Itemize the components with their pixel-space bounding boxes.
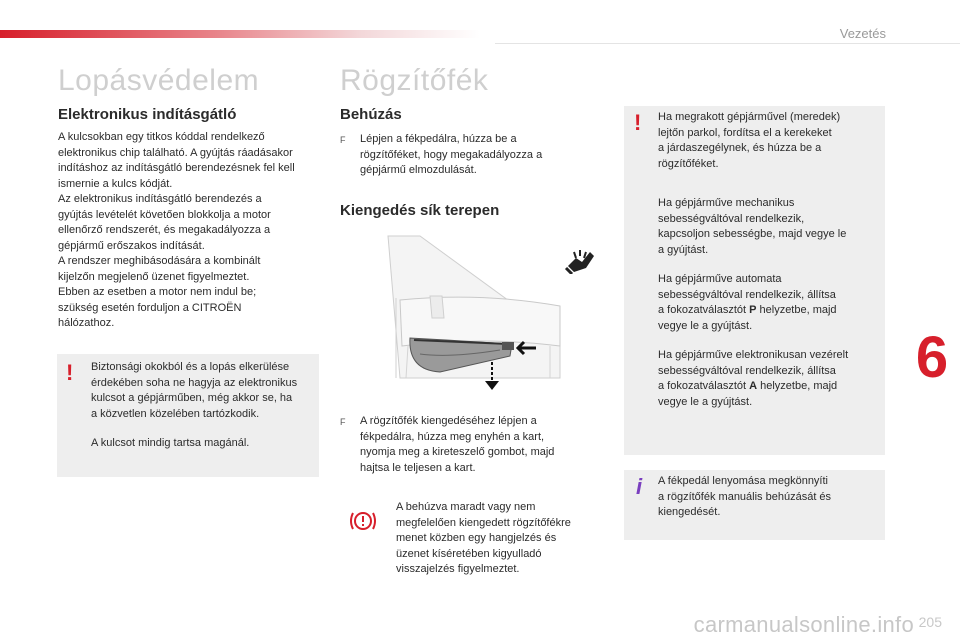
header-divider [495, 43, 960, 44]
kiengedes-instruction [340, 414, 602, 476]
rogzitofek-title: Rögzítőfék [340, 64, 489, 97]
theft-warning-p1: Biztonsági okokból és a lopás elkerülése érdekében soha ne hagyja az elektronikus kulcsot a gépjárműben, még akkor se, ha a közvetlen közelében tartózkodik. [91, 361, 298, 420]
theft-warning-text [91, 360, 319, 452]
brake-alert-paragraph: A behúzva maradt vagy nem megfelelően kiengedett rögzítőfékre menet közben egy hangjelzés és üzenet kíséretében kigyulladó visszajelzés figyelmeztet. [396, 501, 571, 575]
parking-warning-p2: Ha gépjárműve mechanikus sebességváltóval rendelkezik, kapcsoljon sebességbe, majd vegye le a gyújtást. [658, 197, 847, 256]
warning-icon: ! [634, 110, 642, 135]
parking-warning-p4 [658, 348, 882, 410]
kiengedes-subtitle: Kiengedés sík terepen [340, 202, 500, 219]
parking-warning-p1: Ha megrakott gépjárművel (meredek) lejtőn parkol, fordítsa el a kerekeket a járdaszegélynek, és húzza be a rögzítőféket. [658, 111, 841, 170]
parking-warning-box [624, 106, 885, 455]
theft-warning-box [57, 354, 319, 477]
info-paragraph: A fékpedál lenyomása megkönnyíti a rögzítőfék manuális behúzását és kiengedését. [658, 475, 832, 518]
info-icon: i [636, 474, 643, 499]
p3-gear-p: P [749, 304, 757, 316]
parking-warning-text [658, 110, 882, 410]
p3-part-c: helyzetbe, majd vegye le a gyújtást. [658, 304, 837, 332]
watermark-text: carmanualsonline.info [693, 612, 914, 637]
behuzas-text: Lépjen a fékpedálra, húzza be a rögzítőféket, hogy megakadályozza a gépjármű elmozdulását. [360, 133, 543, 176]
kiengedes-text: A rögzítőfék kiengedéséhez lépjen a fékpedálra, húzza meg enyhén a kart, nyomja meg a kireteszelő gombot, majd hajtsa le teljesen a kart. [360, 415, 555, 474]
page-number: 205 [918, 614, 942, 630]
behuzas-instruction [340, 132, 600, 179]
top-accent-bar [0, 30, 480, 38]
p4-part-a: Ha gépjárműve elektronikusan vezérelt sebességváltóval rendelkezik, állítsa a fokozatválasztót [658, 349, 849, 392]
chapter-number: 6 [904, 314, 960, 400]
indithatgatlo-body [58, 130, 326, 332]
hand-icon [564, 244, 598, 274]
indithatgatlo-subtitle: Elektronikus indításgátló [58, 106, 237, 123]
p3-part-a: Ha gépjárműve automata sebességváltóval rendelkezik, állítsa a fokozatválasztót [658, 273, 836, 316]
indithatgatlo-paragraph: A kulcsokban egy titkos kóddal rendelkező elektronikus chip található. A gyújtás ráadásakor indításhoz az indításgátló berendezésnek fel kell ismernie a kulcs kódját. Az elektronikus indításgátló berendezés a gyújtás levételét követően blokkolja a motor ellenőrző rendszerét, és megakadályozza a gépjármű erőszakos indítását. A rendszer meghibásodására a kombinált kijelzőn megjelenő üzenet figyelmeztet. Ebben az esetben a motor nem indul be; szükség esetén forduljon a CITROËN hálózathoz. [58, 131, 295, 329]
bullet-marker: F [340, 135, 346, 145]
p4-gear-a: A [749, 380, 758, 392]
bullet-marker: F [340, 417, 346, 427]
info-box [624, 470, 885, 540]
info-text [658, 474, 882, 521]
brake-alert-text [396, 500, 606, 578]
p4-part-c: helyzetbe, majd vegye le a gyújtást. [658, 380, 838, 408]
brake-alert-icon [348, 508, 378, 534]
warning-icon: ! [66, 360, 74, 385]
section-header: Vezetés [839, 26, 886, 41]
theft-warning-p2: A kulcsot mindig tartsa magánál. [91, 437, 250, 449]
parking-warning-p3 [658, 272, 882, 334]
behuzas-subtitle: Behúzás [340, 106, 402, 123]
lopasvedelem-title: Lopásvédelem [58, 64, 260, 97]
